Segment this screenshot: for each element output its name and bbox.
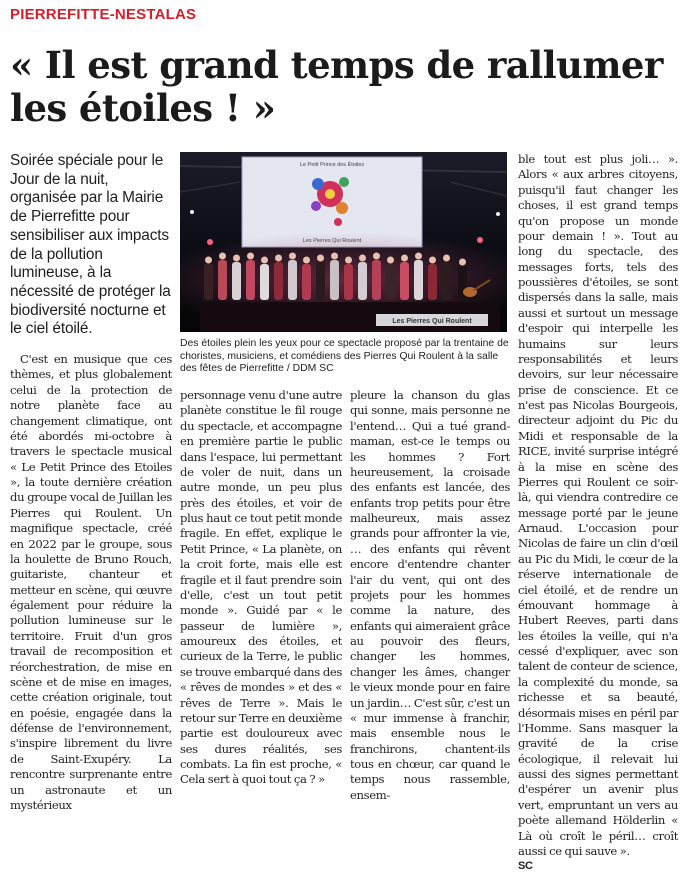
article-paragraph: ble tout est plus joli… ». Alors « aux arbres citoyens, puisqu'il faut changer les choses, il est grand temps qu'on propose un monde pour demain ! ». Tout au long du spectacle, des messages forts, tels des poussières d'étoiles, se sont dispersés dans la salle, mais aussi et surtout un message d'espoir qui interpelle les humains sur leurs responsabilités et leurs devoirs, sur leur nécessaire prise de conscience. Et ce n'est pas Nicolas Bourgeois, directeur adjoint du Pic du Midi et responsable de la RICE, invité surprise intégré à la mise en scène des Pierres qui Roulent ce soir-là, qui viendra contredire ce message porté par le jeune Arnaud. L'occasion pour Nicolas de faire un clin d'œil au Pic du Midi, le cœur de la réserve internationale de ciel étoilé, et de rendre un émouvant hommage à Hubert Reeves, parti dans les étoiles la veille, qui n'a cessé d'expliquer, avec son talent de conteur de science, la complexité du monde, sa richesse et sa beauté, désormais mises en péril par l'Homme. Sans masquer la gravité de la crise écologique, il relevait lui aussi des signes permettant d'espérer un avenir plus vert, empruntant un vers au poète allemand Hölderlin « Là où croît le péril… croît aussi ce qui sauve ». xyxy=(518,152,678,858)
stage-banner-text: Les Pierres Qui Roulent xyxy=(392,318,472,325)
article-column-2 xyxy=(180,388,342,788)
article-column-4 xyxy=(518,152,678,875)
stage-photo xyxy=(180,152,507,332)
article-paragraph: C'est en musique que ces thèmes, et plus globalement celui de la protection de notre planète face au changement climatique, ont été abordés mi-octobre à travers le spectacle musical « Le Petit Prince des Etoiles », la toute dernière création du groupe vocal de Juillan les Pierres qui Roulent. Un magnifique spectacle, créé en 2022 par le groupe, sous la houlette de Bruno Rouch, guitariste, chanteur et metteur en scène, qui œuvre également pour réduire la pollution lumineuse sur le territoire. Fruit d'un gros travail de recomposition et réorchestration, de mise en scène et de mise en images, cette création originale, tout en poésie, engagée dans la défense de l'environnement, s'inspire librement du livre de Saint-Exupéry. La rencontre surprenante entre un astronaute et un mystérieux xyxy=(10,352,172,812)
photo-caption: Des étoiles plein les yeux pour ce spectacle proposé par la trentaine de choristes, musiciens, et comédiens des Pierres Qui Roulent à la salle des fêtes de Pierrefitte / DDM SC xyxy=(180,338,509,375)
section-kicker: PIERREFITTE-NESTALAS xyxy=(10,6,197,23)
screen-title: Le Petit Prince des Étoiles xyxy=(299,162,365,168)
article-column-3 xyxy=(350,388,510,803)
article-paragraph: pleure la chanson du glas qui sonne, mais personne ne l'entend… Qui a tué grand-maman, est-ce le temps ou les hommes ? Fort heureusement, la croisade des enfants est lancée, des enfants trop petits pour être malheureux, mais assez grands pour affronter la vie, … des enfants qui rêvent encore d'entendre chanter l'air du vent, qui ont des projets pour les hommes comme la nature, des enfants qui aimeraient grâce au pouvoir des fleurs, changer les hommes, changer les âmes, changer le vieux monde pour en faire un jardin… C'est sûr, c'est un « mur immense à franchir, mais ensemble nous le franchirons, chantent-ils tous en chœur, car quand le temps nous rassemble, ensem- xyxy=(350,388,510,802)
article-paragraph: personnage venu d'une autre planète constitue le fil rouge du spectacle, et accompagne en première partie le public dans l'espace, lui permettant de voler de nuit, dans un autre monde, un peu plus près des étoiles, et voir de plus haut ce tout petit monde fragile. En effet, explique le Petit Prince, « La planète, on la croit forte, mais elle est fragile et il faut prendre soin d'elle, c'est un tout petit monde ». Guidé par « le passeur de lumière », amoureux des étoiles, et curieux de la Terre, le public se trouve embarqué dans des « rêves de mondes » et des « rêves de Terre ». Mais le retour sur Terre en deuxième partie est douloureux avec ses dures réalités, ses combats. La fin est proche, « Cela sert à quoi tout ça ? » xyxy=(180,388,342,787)
headline: « Il est grand temps de rallumer les étoiles ! » xyxy=(10,43,663,130)
article-column-1 xyxy=(10,352,172,813)
standfirst: Soirée spéciale pour le Jour de la nuit, organisée par la Mairie de Pierrefitte pour sensibiliser aux impacts de la pollution lumineuse, à la nécessité de protéger la biodiversité nocturne et le ciel étoilé. xyxy=(10,152,171,338)
stage-photo-illustration xyxy=(180,152,507,332)
author-signature: SC xyxy=(518,860,533,873)
